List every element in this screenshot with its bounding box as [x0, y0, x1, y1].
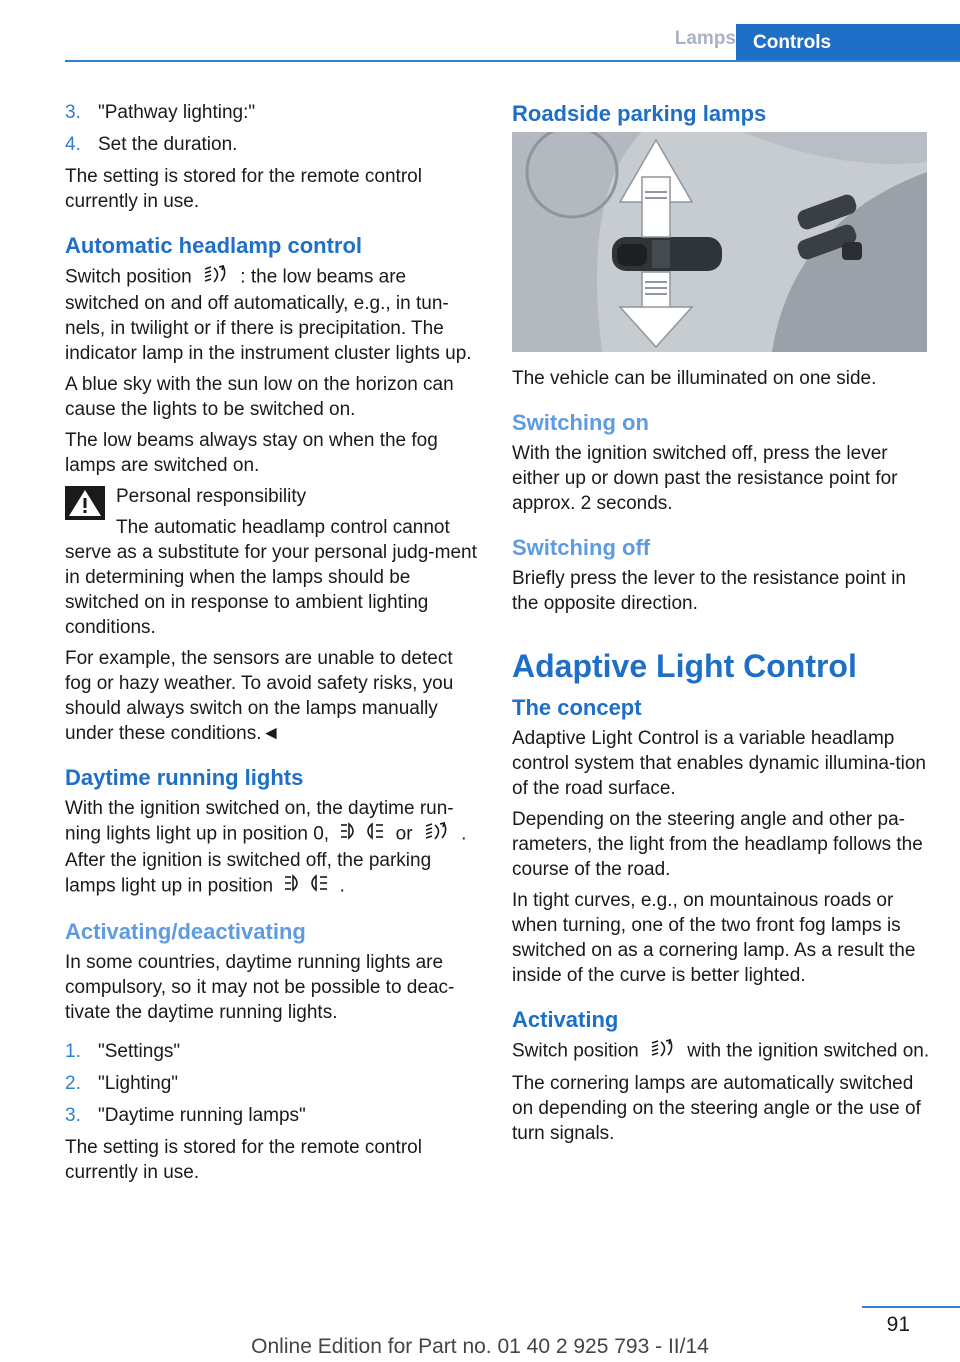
paragraph-fog-lamps: The low beams always stay on when the fog lamps are switched on. [65, 430, 438, 476]
steering-lever-figure [512, 132, 927, 352]
header-rule [65, 60, 960, 62]
paragraph-switching-off: Briefly press the lever to the resistance point in the opposite direction. [512, 568, 906, 614]
paragraph-sensors: For example, the sensors are unable to detect fog or hazy weather. To avoid safety risks, you should always switch on the lamps manually under these conditions.◄ [65, 648, 454, 744]
auto-headlamp-icon [650, 1038, 676, 1065]
heading-the-concept: The concept [512, 695, 642, 720]
paragraph-compulsory: In some countries, daytime running lights are compulsory, so it may not be possible to deac‐tivate the daytime running lights. [65, 952, 455, 1023]
list-item: 3. "Daytime running lamps" [65, 1105, 306, 1126]
left-column [65, 100, 480, 1191]
edition-footer: Online Edition for Part no. 01 40 2 925 793 - II/14 [251, 1335, 709, 1358]
paragraph-cornering-lamps: The cornering lamps are automatically switched on depending on the steering angle or the use of turn signals. [512, 1073, 921, 1144]
footer-rule [862, 1306, 960, 1308]
list-item: 2. "Lighting" [65, 1073, 179, 1094]
warning-block [65, 484, 480, 640]
paragraph-concept-2: Depending on the steering angle and other pa‐rameters, the light from the headlamp follows the course of the road. [512, 809, 923, 880]
list-item: 1. "Settings" [65, 1041, 181, 1062]
paragraph-stored-setting-2: The setting is stored for the remote control currently in use. [65, 1137, 422, 1183]
paragraph-concept-1: Adaptive Light Control is a variable headlamp control system that enables dynamic illumina‐tion of the road surface. [512, 728, 926, 799]
paragraph-auto-switch: Switch position : the low beams are switched on and off automatically, e.g., in tun‐nels, in twilight or if there is precipitation. The indicator lamp in the instrument cluster lights up. [65, 264, 480, 366]
list-item: 4. Set the duration. [65, 134, 238, 155]
paragraph-switching-on: With the ignition switched off, press the lever either up or down past the resistance point for approx. 2 seconds. [512, 443, 898, 514]
paragraph-stored-setting: The setting is stored for the remote control currently in use. [65, 166, 422, 212]
heading-roadside-parking-lamps: Roadside parking lamps [512, 101, 767, 126]
drl-steps-list [65, 1039, 480, 1128]
heading-activating: Activating [512, 1007, 619, 1032]
page-header [65, 24, 960, 62]
auto-headlamp-icon [203, 264, 229, 291]
paragraph-concept-3: In tight curves, e.g., on mountainous roads or when turning, one of the two front fog lamps is switched on as a cornering lamp. As a result the inside of the curve is better lighted. [512, 890, 916, 986]
heading-activating-deactivating: Activating/deactivating [65, 919, 306, 944]
section-tab-lamps[interactable]: Lamps [674, 28, 736, 49]
chapter-tab-controls[interactable]: Controls [736, 24, 960, 62]
paragraph-blue-sky: A blue sky with the sun low on the horizon can cause the lights to be switched on. [65, 374, 454, 420]
paragraph-drl-position: With the ignition switched on, the daytime run‐ning lights light up in position 0, or . After the ignition is switched off, the parking lamps light up in position . [65, 796, 480, 900]
warning-title: Personal responsibility [116, 486, 307, 507]
warning-text: The automatic headlamp control cannot serve as a substitute for your personal judg‐ment in determining when the lamps should be switched on in response to ambient lighting conditions. [65, 517, 477, 638]
pathway-steps-list [65, 100, 480, 157]
list-item: 3. "Pathway lighting:" [65, 102, 256, 123]
parking-lamp-icon [340, 821, 384, 848]
warning-triangle-icon [65, 486, 105, 525]
paragraph-activating-switch: Switch position with the ignition switched on. [512, 1038, 932, 1065]
heading-automatic-headlamp-control: Automatic headlamp control [65, 233, 363, 258]
heading-adaptive-light-control: Adaptive Light Control [512, 648, 857, 684]
auto-headlamp-icon [424, 821, 450, 848]
parking-lamp-icon [284, 873, 328, 900]
heading-switching-off: Switching off [512, 535, 651, 560]
page-number: 91 [886, 1313, 910, 1336]
heading-switching-on: Switching on [512, 410, 649, 435]
steering-lever-illustration [512, 132, 927, 352]
heading-daytime-running-lights: Daytime running lights [65, 765, 304, 790]
paragraph-one-side: The vehicle can be illuminated on one side. [512, 368, 877, 389]
right-column [512, 100, 932, 1152]
